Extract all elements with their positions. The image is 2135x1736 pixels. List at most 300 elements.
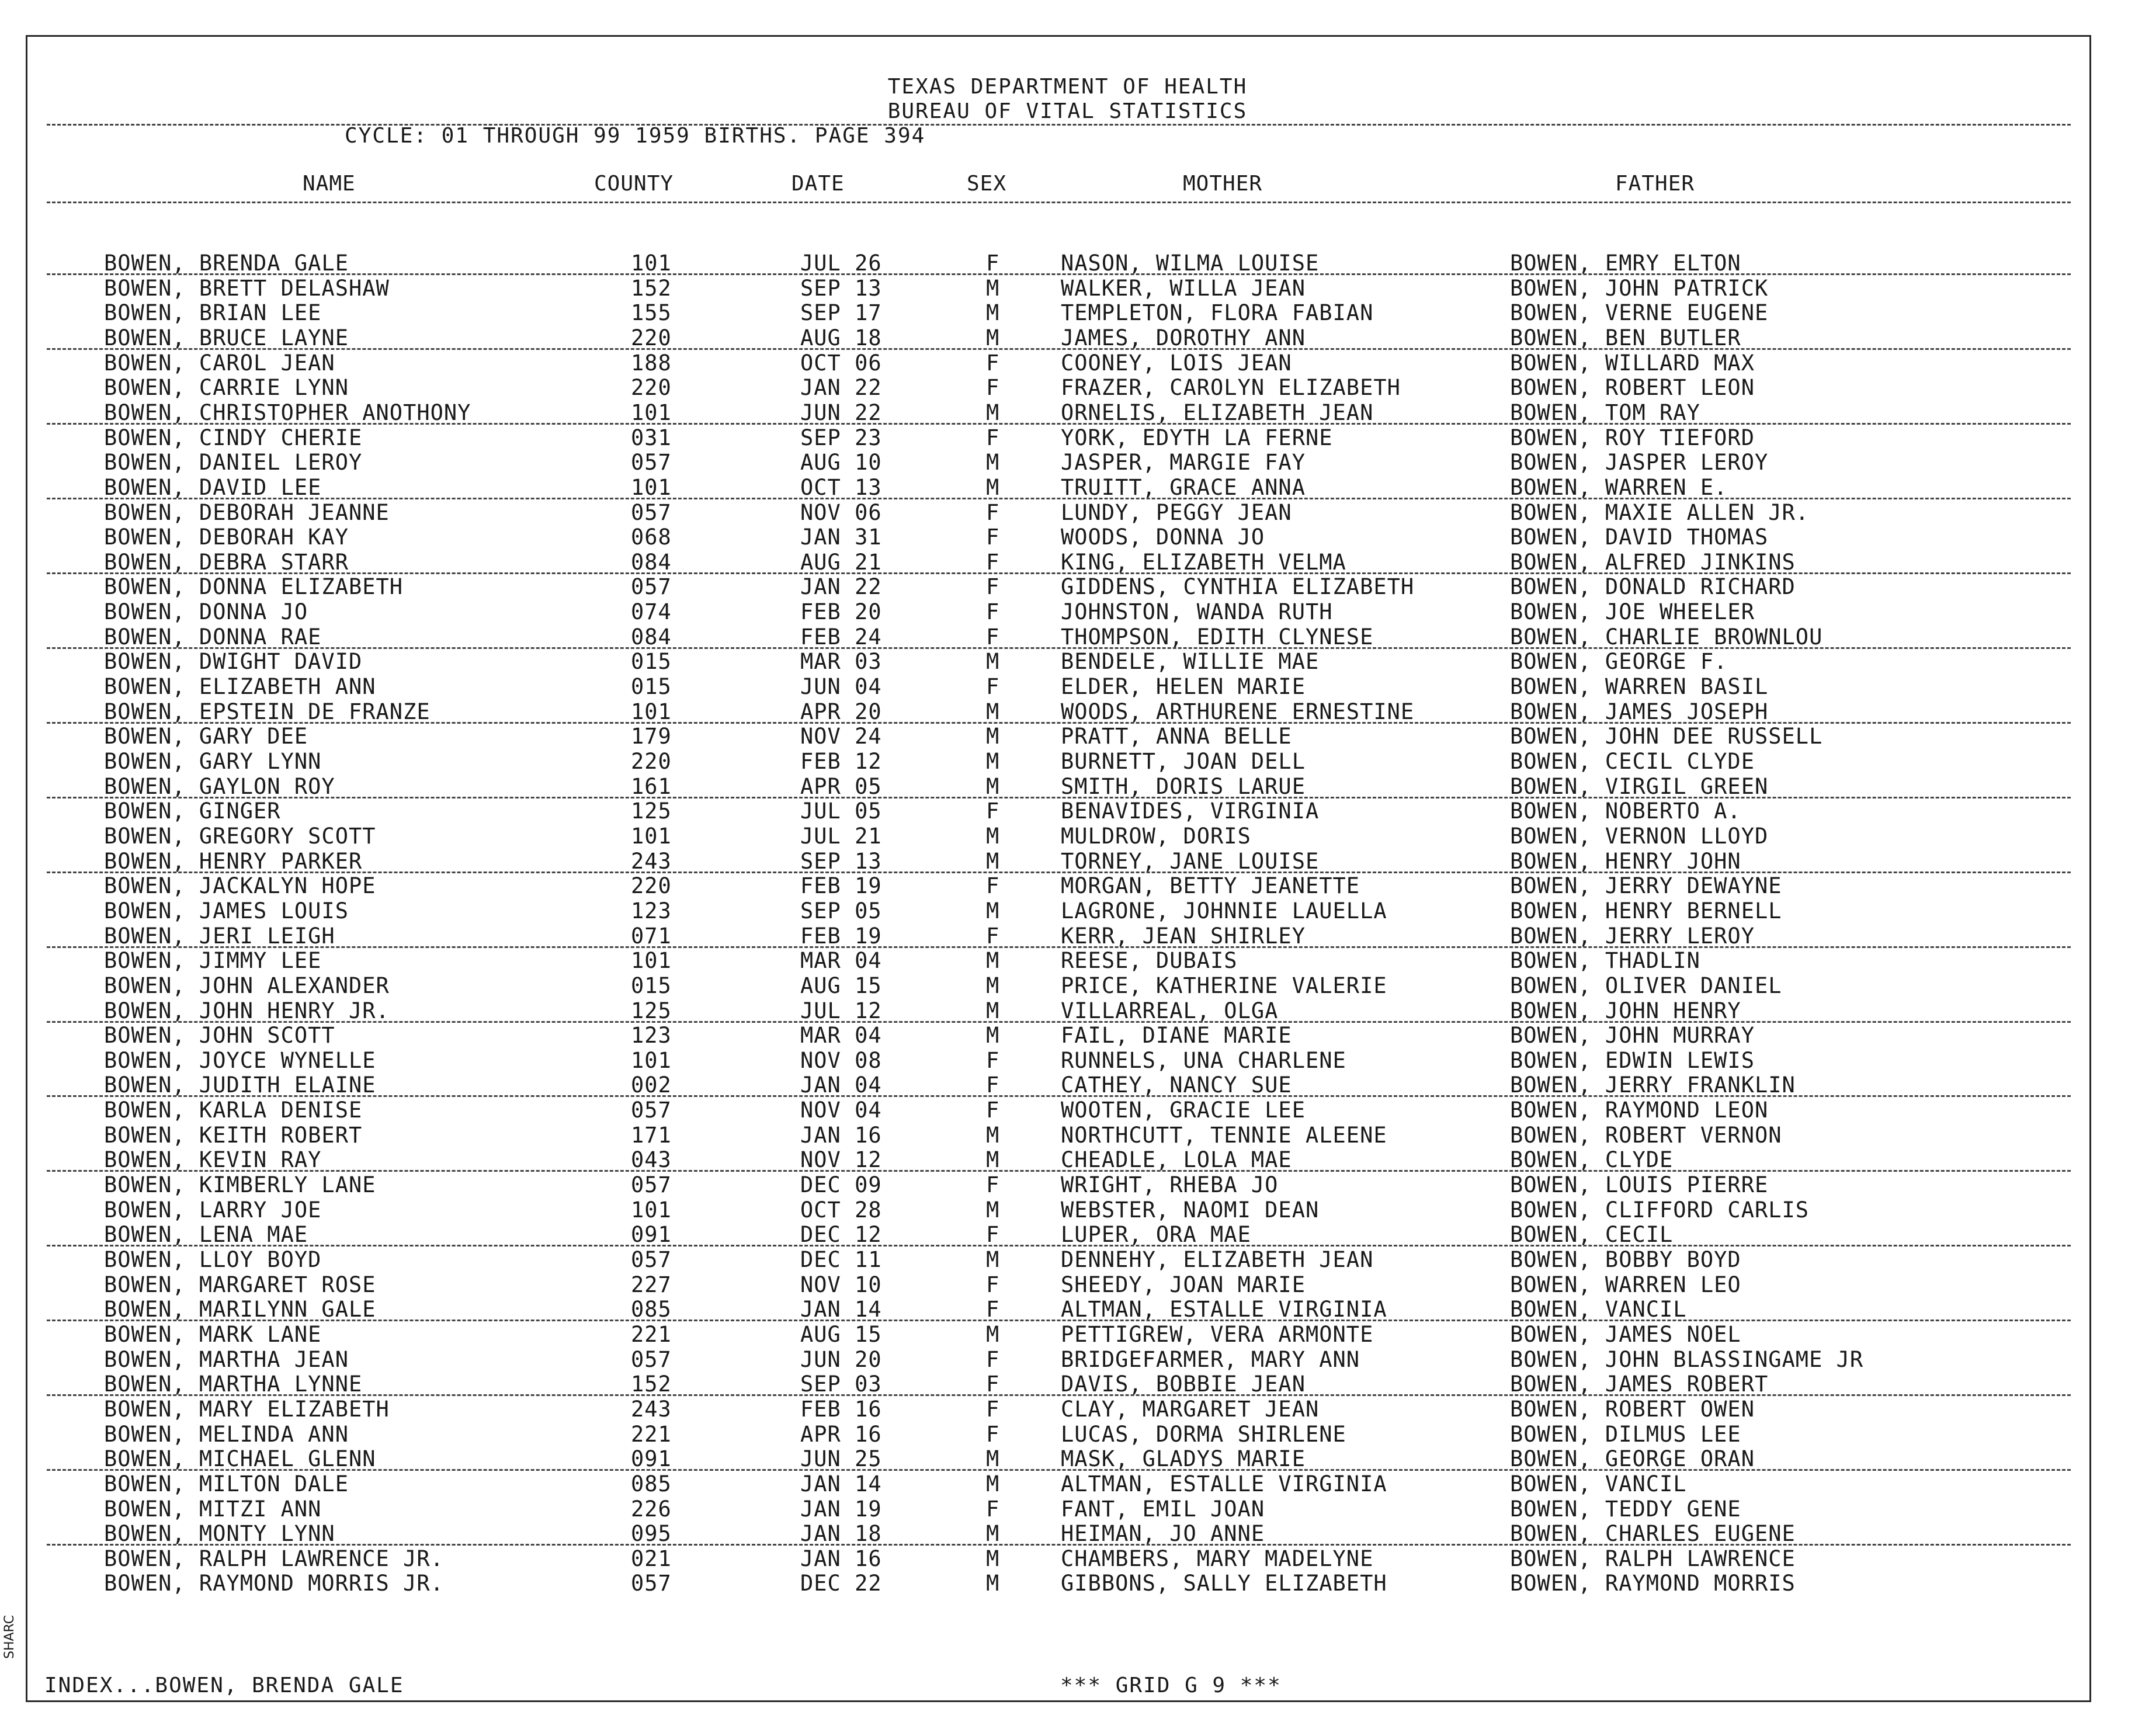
cell-father: BOWEN, HENRY JOHN — [1510, 848, 1741, 874]
cell-date: FEB 24 — [800, 624, 882, 650]
table-row — [0, 401, 2135, 426]
cell-sex: M — [986, 823, 1000, 849]
cell-sex: F — [986, 1272, 1000, 1297]
cell-county: 057 — [631, 574, 672, 600]
cell-name: BOWEN, MELINDA ANN — [104, 1421, 349, 1447]
cell-county: 057 — [631, 1098, 672, 1123]
cell-father: BOWEN, RALPH LAWRENCE — [1510, 1546, 1796, 1571]
row-divider — [47, 348, 2071, 350]
cell-sex: M — [986, 1197, 1000, 1223]
cell-sex: F — [986, 674, 1000, 700]
cell-name: BOWEN, JOHN SCOTT — [104, 1023, 335, 1048]
column-header-date: DATE — [791, 172, 845, 196]
table-row — [0, 575, 2135, 600]
table-row — [0, 301, 2135, 326]
cell-mother: NORTHCUTT, TENNIE ALEENE — [1061, 1122, 1387, 1148]
cell-name: BOWEN, CARRIE LYNN — [104, 375, 349, 401]
cell-name: BOWEN, MONTY LYNN — [104, 1521, 335, 1547]
row-divider — [47, 1245, 2071, 1247]
cell-sex: M — [986, 1471, 1000, 1497]
row-divider — [47, 273, 2071, 275]
row-divider — [47, 872, 2071, 873]
cell-sex: M — [986, 998, 1000, 1023]
cell-date: OCT 28 — [800, 1197, 882, 1223]
cell-father: BOWEN, JOHN MURRAY — [1510, 1023, 1755, 1048]
table-row — [0, 775, 2135, 800]
row-divider — [47, 1394, 2071, 1396]
cell-date: MAR 04 — [800, 948, 882, 974]
cell-date: OCT 06 — [800, 350, 882, 376]
cell-mother: BURNETT, JOAN DELL — [1061, 749, 1306, 774]
table-row — [0, 1472, 2135, 1497]
cell-mother: YORK, EDYTH LA FERNE — [1061, 425, 1333, 450]
cell-date: SEP 17 — [800, 300, 882, 326]
table-row — [0, 525, 2135, 550]
cell-mother: CLAY, MARGARET JEAN — [1061, 1396, 1320, 1422]
table-row — [0, 1522, 2135, 1547]
table-row — [0, 1173, 2135, 1198]
cell-date: AUG 15 — [800, 1321, 882, 1347]
cell-name: BOWEN, GAYLON ROY — [104, 773, 335, 799]
row-divider — [47, 498, 2071, 499]
cell-date: JAN 22 — [800, 574, 882, 600]
cell-father: BOWEN, VANCIL — [1510, 1297, 1687, 1322]
cell-county: 152 — [631, 1372, 672, 1397]
row-divider — [47, 1544, 2071, 1546]
cell-county: 085 — [631, 1297, 672, 1322]
cell-mother: BRIDGEFARMER, MARY ANN — [1061, 1346, 1360, 1372]
table-row — [0, 1023, 2135, 1048]
cell-date: NOV 04 — [800, 1098, 882, 1123]
cell-mother: CATHEY, NANCY SUE — [1061, 1072, 1292, 1098]
cell-date: SEP 03 — [800, 1372, 882, 1397]
table-row — [0, 600, 2135, 625]
cell-mother: DAVIS, BOBBIE JEAN — [1061, 1372, 1306, 1397]
cell-county: 220 — [631, 873, 672, 899]
table-row — [0, 1372, 2135, 1397]
table-row — [0, 276, 2135, 301]
cell-county: 043 — [631, 1147, 672, 1173]
cell-mother: LUNDY, PEGGY JEAN — [1061, 499, 1292, 525]
cell-sex: F — [986, 251, 1000, 276]
cell-county: 152 — [631, 275, 672, 301]
cell-sex: F — [986, 1346, 1000, 1372]
cell-county: 101 — [631, 948, 672, 974]
table-row — [0, 1073, 2135, 1098]
cell-county: 101 — [631, 251, 672, 276]
table-row — [0, 1048, 2135, 1074]
cell-date: JUL 21 — [800, 823, 882, 849]
cell-sex: M — [986, 773, 1000, 799]
cell-name: BOWEN, RAYMOND MORRIS JR. — [104, 1571, 444, 1596]
cell-name: BOWEN, JOHN ALEXANDER — [104, 973, 390, 998]
table-row — [0, 1447, 2135, 1472]
table-row — [0, 1547, 2135, 1572]
cell-mother: SMITH, DORIS LARUE — [1061, 773, 1306, 799]
cell-father: BOWEN, TOM RAY — [1510, 400, 1700, 425]
cell-mother: JAMES, DOROTHY ANN — [1061, 325, 1306, 350]
row-divider — [47, 572, 2071, 574]
cell-county: 015 — [631, 649, 672, 675]
cycle-line: CYCLE: 01 THROUGH 99 1959 BIRTHS. PAGE 394 — [345, 124, 926, 148]
cell-county: 101 — [631, 474, 672, 500]
cell-name: BOWEN, DEBRA STARR — [104, 549, 349, 575]
cell-name: BOWEN, DONNA RAE — [104, 624, 322, 650]
cell-name: BOWEN, HENRY PARKER — [104, 848, 363, 874]
cell-county: 002 — [631, 1072, 672, 1098]
table-row — [0, 326, 2135, 351]
cell-father: BOWEN, CHARLIE BROWNLOU — [1510, 624, 1823, 650]
cell-father: BOWEN, ROBERT OWEN — [1510, 1396, 1755, 1422]
cell-date: AUG 10 — [800, 450, 882, 475]
cell-father: BOWEN, JERRY DEWAYNE — [1510, 873, 1782, 899]
cell-date: DEC 11 — [800, 1247, 882, 1272]
table-row — [0, 475, 2135, 501]
cell-father: BOWEN, DONALD RICHARD — [1510, 574, 1796, 600]
cell-mother: BENDELE, WILLIE MAE — [1061, 649, 1320, 675]
cell-mother: REESE, DUBAIS — [1061, 948, 1238, 974]
cell-sex: M — [986, 948, 1000, 974]
cell-date: JUL 05 — [800, 798, 882, 824]
cell-date: SEP 13 — [800, 275, 882, 301]
cell-father: BOWEN, LOUIS PIERRE — [1510, 1172, 1769, 1198]
cell-county: 074 — [631, 599, 672, 625]
table-row — [0, 1297, 2135, 1322]
cell-father: BOWEN, JAMES JOSEPH — [1510, 699, 1769, 724]
cell-father: BOWEN, VERNE EUGENE — [1510, 300, 1769, 326]
cell-sex: F — [986, 350, 1000, 376]
cell-county: 220 — [631, 375, 672, 401]
cell-date: SEP 13 — [800, 848, 882, 874]
cell-mother: TEMPLETON, FLORA FABIAN — [1061, 300, 1374, 326]
cell-date: AUG 18 — [800, 325, 882, 350]
column-header-name: NAME — [303, 172, 356, 196]
cell-name: BOWEN, MARK LANE — [104, 1321, 322, 1347]
cell-father: BOWEN, JOHN HENRY — [1510, 998, 1741, 1023]
cell-mother: TORNEY, JANE LOUISE — [1061, 848, 1320, 874]
cell-county: 084 — [631, 549, 672, 575]
cell-date: JAN 04 — [800, 1072, 882, 1098]
cell-name: BOWEN, MILTON DALE — [104, 1471, 349, 1497]
table-row — [0, 700, 2135, 725]
cell-father: BOWEN, ROY TIEFORD — [1510, 425, 1755, 450]
cell-name: BOWEN, GARY LYNN — [104, 749, 322, 774]
cell-date: JAN 18 — [800, 1521, 882, 1547]
cell-mother: RUNNELS, UNA CHARLENE — [1061, 1047, 1346, 1073]
cell-sex: F — [986, 798, 1000, 824]
cell-father: BOWEN, EDWIN LEWIS — [1510, 1047, 1755, 1073]
cell-county: 179 — [631, 724, 672, 749]
cell-county: 226 — [631, 1496, 672, 1522]
cell-county: 101 — [631, 1047, 672, 1073]
cell-county: 220 — [631, 749, 672, 774]
cell-name: BOWEN, DEBORAH KAY — [104, 525, 349, 550]
side-mark: SHARC — [2, 1615, 17, 1659]
cell-mother: CHAMBERS, MARY MADELYNE — [1061, 1546, 1374, 1571]
cell-county: 031 — [631, 425, 672, 450]
cell-date: FEB 20 — [800, 599, 882, 625]
cell-mother: ORNELIS, ELIZABETH JEAN — [1061, 400, 1374, 425]
cell-mother: MASK, GLADYS MARIE — [1061, 1446, 1306, 1472]
cell-father: BOWEN, BEN BUTLER — [1510, 325, 1741, 350]
cell-mother: LUCAS, DORMA SHIRLENE — [1061, 1421, 1346, 1447]
table-row — [0, 1123, 2135, 1148]
cell-mother: GIBBONS, SALLY ELIZABETH — [1061, 1571, 1387, 1596]
cell-county: 015 — [631, 674, 672, 700]
cell-date: JAN 31 — [800, 525, 882, 550]
cell-county: 101 — [631, 1197, 672, 1223]
cell-name: BOWEN, MICHAEL GLENN — [104, 1446, 376, 1472]
table-row — [0, 899, 2135, 924]
table-row — [0, 1571, 2135, 1596]
cell-name: BOWEN, CHRISTOPHER ANOTHONY — [104, 400, 471, 425]
cell-father: BOWEN, CECIL — [1510, 1222, 1674, 1248]
cell-father: BOWEN, EMRY ELTON — [1510, 251, 1741, 276]
cell-sex: F — [986, 1047, 1000, 1073]
cell-county: 188 — [631, 350, 672, 376]
cell-county: 095 — [631, 1521, 672, 1547]
cell-sex: M — [986, 1122, 1000, 1148]
cell-name: BOWEN, LARRY JOE — [104, 1197, 322, 1223]
cell-name: BOWEN, DANIEL LEROY — [104, 450, 363, 475]
cell-father: BOWEN, WARREN BASIL — [1510, 674, 1769, 700]
cell-date: NOV 08 — [800, 1047, 882, 1073]
table-row — [0, 724, 2135, 749]
cell-sex: F — [986, 1222, 1000, 1248]
cell-date: NOV 24 — [800, 724, 882, 749]
cell-sex: M — [986, 1247, 1000, 1272]
cell-county: 243 — [631, 848, 672, 874]
cell-name: BOWEN, JOYCE WYNELLE — [104, 1047, 376, 1073]
cell-date: APR 20 — [800, 699, 882, 724]
cell-mother: WEBSTER, NAOMI DEAN — [1061, 1197, 1320, 1223]
cell-sex: M — [986, 300, 1000, 326]
column-header-sex: SEX — [967, 172, 1007, 196]
cell-name: BOWEN, EPSTEIN DE FRANZE — [104, 699, 431, 724]
cell-mother: FANT, EMIL JOAN — [1061, 1496, 1265, 1522]
cell-sex: M — [986, 749, 1000, 774]
cell-date: APR 05 — [800, 773, 882, 799]
cell-mother: TRUITT, GRACE ANNA — [1061, 474, 1306, 500]
cell-sex: F — [986, 1421, 1000, 1447]
cell-sex: F — [986, 525, 1000, 550]
table-row — [0, 251, 2135, 276]
cell-sex: M — [986, 1321, 1000, 1347]
cell-father: BOWEN, OLIVER DANIEL — [1510, 973, 1782, 998]
table-row — [0, 1348, 2135, 1373]
cell-father: BOWEN, BOBBY BOYD — [1510, 1247, 1741, 1272]
cell-name: BOWEN, JAMES LOUIS — [104, 898, 349, 923]
cell-sex: F — [986, 1072, 1000, 1098]
cell-mother: WRIGHT, RHEBA JO — [1061, 1172, 1279, 1198]
cell-county: 021 — [631, 1546, 672, 1571]
cell-mother: KERR, JEAN SHIRLEY — [1061, 923, 1306, 949]
cell-date: OCT 13 — [800, 474, 882, 500]
cell-mother: JOHNSTON, WANDA RUTH — [1061, 599, 1333, 625]
cell-county: 125 — [631, 998, 672, 1023]
table-row — [0, 824, 2135, 849]
column-header-county: COUNTY — [594, 172, 674, 196]
cell-father: BOWEN, CLIFFORD CARLIS — [1510, 1197, 1810, 1223]
cell-name: BOWEN, GARY DEE — [104, 724, 308, 749]
row-divider — [47, 946, 2071, 948]
cell-sex: F — [986, 499, 1000, 525]
table-row — [0, 1322, 2135, 1348]
cell-mother: MULDROW, DORIS — [1061, 823, 1251, 849]
cell-father: BOWEN, WARREN LEO — [1510, 1272, 1741, 1297]
cell-sex: F — [986, 1496, 1000, 1522]
cell-father: BOWEN, VIRGIL GREEN — [1510, 773, 1769, 799]
table-row — [0, 974, 2135, 999]
cell-father: BOWEN, JASPER LEROY — [1510, 450, 1769, 475]
cell-sex: F — [986, 923, 1000, 949]
table-row — [0, 924, 2135, 949]
table-row — [0, 1223, 2135, 1248]
cell-date: JAN 16 — [800, 1546, 882, 1571]
cell-date: JAN 22 — [800, 375, 882, 401]
cell-name: BOWEN, MARTHA LYNNE — [104, 1372, 363, 1397]
cell-father: BOWEN, JOHN BLASSINGAME JR — [1510, 1346, 1864, 1372]
cell-county: 057 — [631, 1247, 672, 1272]
cell-county: 057 — [631, 450, 672, 475]
agency-title: TEXAS DEPARTMENT OF HEALTH — [887, 75, 1248, 99]
cell-mother: DENNEHY, ELIZABETH JEAN — [1061, 1247, 1374, 1272]
cell-sex: M — [986, 1546, 1000, 1571]
cell-mother: WOODS, ARTHURENE ERNESTINE — [1061, 699, 1415, 724]
cell-sex: M — [986, 898, 1000, 923]
cell-mother: NASON, WILMA LOUISE — [1061, 251, 1320, 276]
cell-sex: F — [986, 1297, 1000, 1322]
cell-name: BOWEN, DONNA ELIZABETH — [104, 574, 404, 600]
column-header-mother: MOTHER — [1183, 172, 1263, 196]
row-divider — [47, 1095, 2071, 1097]
table-row — [0, 949, 2135, 974]
cell-date: APR 16 — [800, 1421, 882, 1447]
table-row — [0, 376, 2135, 401]
cell-date: JUN 20 — [800, 1346, 882, 1372]
cell-father: BOWEN, JOHN DEE RUSSELL — [1510, 724, 1823, 749]
cell-name: BOWEN, DONNA JO — [104, 599, 308, 625]
cell-county: 123 — [631, 898, 672, 923]
cell-county: 101 — [631, 699, 672, 724]
table-row — [0, 675, 2135, 700]
cell-father: BOWEN, VERNON LLOYD — [1510, 823, 1769, 849]
table-row — [0, 1198, 2135, 1223]
table-row — [0, 625, 2135, 650]
cell-father: BOWEN, RAYMOND LEON — [1510, 1098, 1769, 1123]
cell-father: BOWEN, DAVID THOMAS — [1510, 525, 1769, 550]
cell-sex: F — [986, 425, 1000, 450]
cell-name: BOWEN, DWIGHT DAVID — [104, 649, 363, 675]
cell-date: JAN 14 — [800, 1297, 882, 1322]
table-row — [0, 999, 2135, 1024]
cell-name: BOWEN, RALPH LAWRENCE JR. — [104, 1546, 444, 1571]
cell-county: 220 — [631, 325, 672, 350]
cell-date: NOV 06 — [800, 499, 882, 525]
cell-county: 161 — [631, 773, 672, 799]
cell-sex: M — [986, 1521, 1000, 1547]
cell-county: 221 — [631, 1421, 672, 1447]
cell-county: 091 — [631, 1222, 672, 1248]
table-row — [0, 749, 2135, 775]
table-row — [0, 1098, 2135, 1123]
cell-date: AUG 21 — [800, 549, 882, 575]
bureau-title: BUREAU OF VITAL STATISTICS — [887, 99, 1248, 123]
cell-mother: ELDER, HELEN MARIE — [1061, 674, 1306, 700]
cell-mother: COONEY, LOIS JEAN — [1061, 350, 1292, 376]
cell-mother: KING, ELIZABETH VELMA — [1061, 549, 1346, 575]
cell-date: SEP 23 — [800, 425, 882, 450]
cell-sex: F — [986, 1172, 1000, 1198]
cell-name: BOWEN, ELIZABETH ANN — [104, 674, 376, 700]
cell-county: 084 — [631, 624, 672, 650]
cell-name: BOWEN, JIMMY LEE — [104, 948, 322, 974]
cell-father: BOWEN, CECIL CLYDE — [1510, 749, 1755, 774]
cell-sex: M — [986, 1446, 1000, 1472]
cell-mother: PRATT, ANNA BELLE — [1061, 724, 1292, 749]
cell-father: BOWEN, TEDDY GENE — [1510, 1496, 1741, 1522]
cell-county: 057 — [631, 499, 672, 525]
row-divider — [47, 797, 2071, 798]
cell-name: BOWEN, MARY ELIZABETH — [104, 1396, 390, 1422]
cell-father: BOWEN, JAMES NOEL — [1510, 1321, 1741, 1347]
row-divider — [47, 722, 2071, 724]
cell-father: BOWEN, VANCIL — [1510, 1471, 1687, 1497]
table-row — [0, 550, 2135, 575]
table-row — [0, 849, 2135, 874]
cell-mother: HEIMAN, JO ANNE — [1061, 1521, 1265, 1547]
cell-father: BOWEN, MAXIE ALLEN JR. — [1510, 499, 1810, 525]
cell-sex: M — [986, 724, 1000, 749]
cell-name: BOWEN, KIMBERLY LANE — [104, 1172, 376, 1198]
cell-father: BOWEN, GEORGE F. — [1510, 649, 1728, 675]
cell-sex: M — [986, 699, 1000, 724]
cell-sex: M — [986, 275, 1000, 301]
cell-date: JUL 26 — [800, 251, 882, 276]
row-divider — [47, 423, 2071, 425]
cell-name: BOWEN, LENA MAE — [104, 1222, 308, 1248]
table-row — [0, 351, 2135, 376]
cell-father: BOWEN, DILMUS LEE — [1510, 1421, 1741, 1447]
cell-mother: PRICE, KATHERINE VALERIE — [1061, 973, 1387, 998]
table-row — [0, 501, 2135, 526]
cell-date: NOV 10 — [800, 1272, 882, 1297]
cell-father: BOWEN, WILLARD MAX — [1510, 350, 1755, 376]
cell-father: BOWEN, ROBERT LEON — [1510, 375, 1755, 401]
cell-father: BOWEN, NOBERTO A. — [1510, 798, 1741, 824]
cell-county: 243 — [631, 1396, 672, 1422]
cell-father: BOWEN, GEORGE ORAN — [1510, 1446, 1755, 1472]
table-row — [0, 1148, 2135, 1173]
cell-sex: M — [986, 649, 1000, 675]
cell-name: BOWEN, MARGARET ROSE — [104, 1272, 376, 1297]
cell-name: BOWEN, CINDY CHERIE — [104, 425, 363, 450]
cell-father: BOWEN, JOHN PATRICK — [1510, 275, 1769, 301]
cell-name: BOWEN, KARLA DENISE — [104, 1098, 363, 1123]
cell-father: BOWEN, ROBERT VERNON — [1510, 1122, 1782, 1148]
cell-father: BOWEN, CLYDE — [1510, 1147, 1674, 1173]
cell-father: BOWEN, JERRY FRANKLIN — [1510, 1072, 1796, 1098]
cell-father: BOWEN, ALFRED JINKINS — [1510, 549, 1796, 575]
cell-county: 101 — [631, 823, 672, 849]
cell-mother: CHEADLE, LOLA MAE — [1061, 1147, 1292, 1173]
table-row — [0, 650, 2135, 675]
cell-date: JAN 16 — [800, 1122, 882, 1148]
cell-mother: THOMPSON, EDITH CLYNESE — [1061, 624, 1374, 650]
cell-mother: LAGRONE, JOHNNIE LAUELLA — [1061, 898, 1387, 923]
grid-footer: *** GRID G 9 *** — [1060, 1673, 1282, 1697]
cell-date: FEB 12 — [800, 749, 882, 774]
